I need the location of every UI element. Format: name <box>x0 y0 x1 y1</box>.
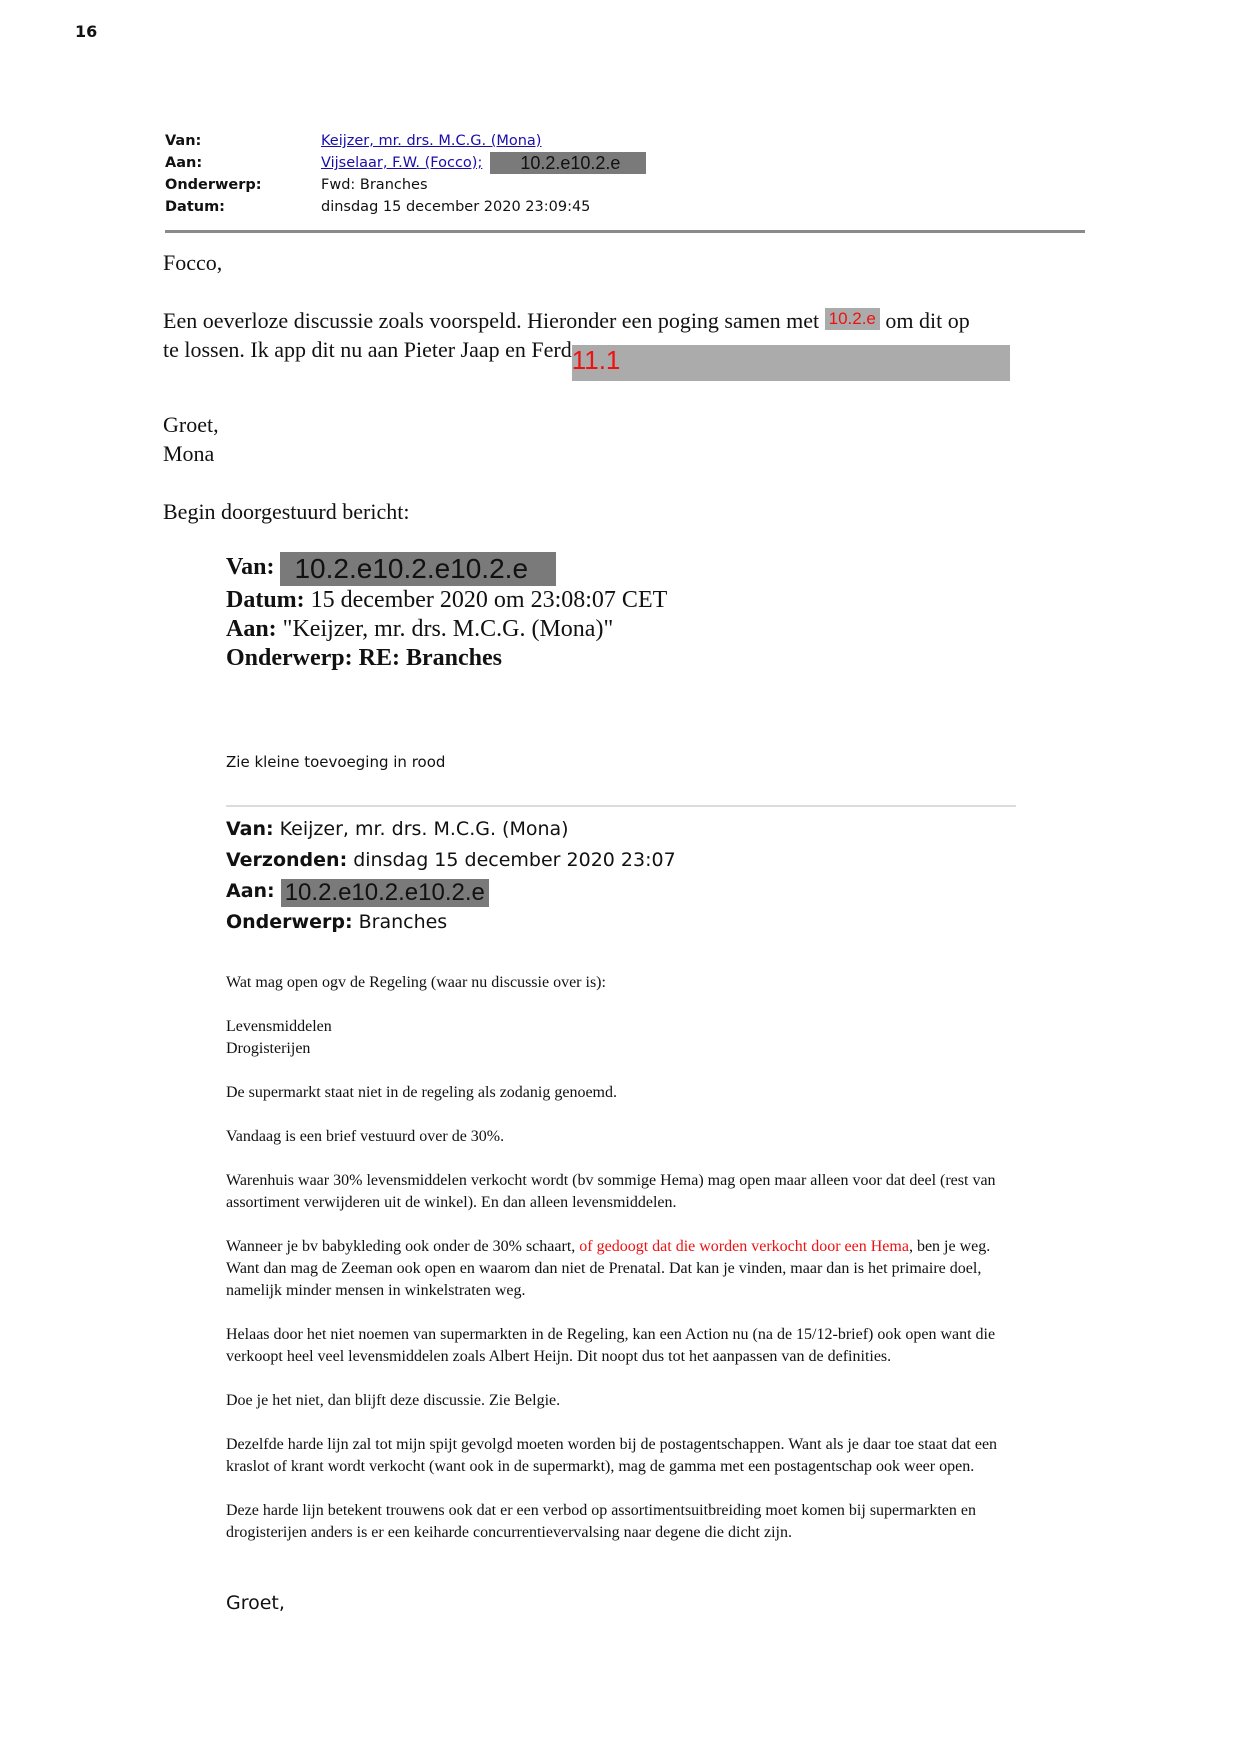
content-paragraph: Dezelfde harde lijn zal tot mijn spijt gevolgd moeten worden bij de postagentschappen. Want als je daar toe staat dat een kraslot of krant wordt verkocht (want ook in de supermarkt), mag de gamma met een postagentschap ook weer open. <box>226 1436 998 1475</box>
orig-to-label: Aan: <box>226 880 275 902</box>
fwd-from-label: Van: <box>226 554 275 580</box>
page-number: 16 <box>75 22 98 41</box>
fwd-subject-value: RE: Branches <box>358 645 502 671</box>
orig-from-row <box>226 814 1026 845</box>
forward-note: Zie kleine toevoeging in rood <box>226 753 446 771</box>
content-paragraph: De supermarkt staat niet in de regeling als zodanig genoemd. <box>226 1084 617 1101</box>
sender-link[interactable]: Keijzer, mr. drs. M.C.G. (Mona) <box>321 133 542 149</box>
fwd-subject-row <box>226 644 1026 673</box>
orig-to-row <box>226 876 1026 907</box>
content-paragraph: Warenhuis waar 30% levensmiddelen verkocht wordt (bv sommige Hema) mag open maar alleen voor dat deel (rest van assortiment verwijderen uit de winkel). En dan alleen levensmiddelen. <box>226 1172 996 1211</box>
orig-sent-value: dinsdag 15 december 2020 23:07 <box>353 849 676 871</box>
redaction-box: 10.2.e10.2.e <box>490 152 646 174</box>
body-line-2: te lossen. Ik app dit nu aan Pieter Jaap en Ferd <box>163 337 572 362</box>
fwd-to-label: Aan: <box>226 616 277 642</box>
header-subject-label: Onderwerp: <box>165 177 262 193</box>
fwd-to-row <box>226 615 1026 644</box>
message-content <box>226 972 1026 1566</box>
body-line-1: Een oeverloze discussie zoals voorspeld. Hieronder een poging samen met <box>163 308 820 333</box>
header-from-row <box>165 130 1085 152</box>
header-from-label: Van: <box>165 133 202 149</box>
original-header <box>226 814 1026 938</box>
signoff-greeting: Groet, <box>163 412 219 437</box>
fwd-to-value: "Keijzer, mr. drs. M.C.G. (Mona)" <box>282 616 614 642</box>
orig-sent-row <box>226 845 1026 876</box>
list-item: Drogisterijen <box>226 1040 311 1057</box>
greeting: Focco, <box>163 250 223 275</box>
red-addition: of gedoogt dat die worden verkocht door een Hema <box>579 1238 909 1255</box>
email-header <box>165 130 1085 218</box>
email-body <box>163 248 1088 526</box>
redaction-box: 10.2.e <box>825 308 880 330</box>
orig-from-label: Van: <box>226 818 274 840</box>
header-date-value: dinsdag 15 december 2020 23:09:45 <box>321 199 591 215</box>
header-date-label: Datum: <box>165 199 225 215</box>
header-subject-value: Fwd: Branches <box>321 177 428 193</box>
fwd-date-label: Datum: <box>226 587 305 613</box>
header-to-label: Aan: <box>165 155 203 171</box>
header-to-row <box>165 152 1085 174</box>
redaction-box: 10.2.e10.2.e10.2.e <box>280 552 556 586</box>
body-line-1-end: om dit op <box>885 308 970 333</box>
fwd-subject-label: Onderwerp: <box>226 645 353 671</box>
fwd-from-row <box>226 552 1026 586</box>
header-date-row <box>165 196 1085 218</box>
orig-sent-label: Verzonden: <box>226 849 348 871</box>
header-divider <box>165 230 1085 233</box>
content-paragraph: Deze harde lijn betekent trouwens ook dat er een verbod op assortimentsuitbreiding moet komen bij supermarkten en drogisterijen anders is er een keiharde concurrentievervalsing naar degene die dicht zijn. <box>226 1502 976 1541</box>
text-segment: , ben je weg. Want dan mag de Zeeman ook open en waarom dan niet de Prenatal. Dat kan je vinden, maar dan is het primaire doel, namelijk minder mensen in winkelstraten weg. <box>226 1238 991 1299</box>
fwd-date-row <box>226 586 1026 615</box>
orig-from-value: Keijzer, mr. drs. M.C.G. (Mona) <box>279 818 569 840</box>
header-subject-row <box>165 174 1085 196</box>
fwd-date-value: 15 december 2020 om 23:08:07 CET <box>310 587 668 613</box>
message-divider <box>226 805 1016 807</box>
orig-subject-label: Onderwerp: <box>226 911 353 933</box>
forwarded-header <box>226 552 1026 673</box>
closing-greeting: Groet, <box>226 1592 285 1614</box>
signoff-name: Mona <box>163 441 215 466</box>
content-paragraph <box>226 1236 1026 1302</box>
orig-subject-row <box>226 907 1026 938</box>
content-paragraph: Helaas door het niet noemen van supermarkten in de Regeling, kan een Action nu (na de 15/12-brief) ook open want die verkoopt heel veel levensmiddelen zoals Albert Heijn. Dit noopt dus tot het aanpassen van de definities. <box>226 1326 996 1365</box>
orig-subject-value: Branches <box>358 911 448 933</box>
forward-intro: Begin doorgestuurd bericht: <box>163 499 410 524</box>
recipient-link[interactable]: Vijselaar, F.W. (Focco); <box>321 155 483 171</box>
list-item: Levensmiddelen <box>226 1018 332 1035</box>
body-paragraph <box>163 306 1088 381</box>
content-paragraph: Vandaag is een brief vestuurd over de 30%. <box>226 1128 505 1145</box>
redaction-box: 11.1 <box>572 345 1010 381</box>
content-paragraph <box>226 1016 1026 1060</box>
content-paragraph: Doe je het niet, dan blijft deze discussie. Zie Belgie. <box>226 1392 561 1409</box>
redaction-box: 10.2.e10.2.e10.2.e <box>281 879 489 907</box>
text-segment: Wanneer je bv babykleding ook onder de 30% schaart, <box>226 1238 580 1255</box>
content-paragraph: Wat mag open ogv de Regeling (waar nu discussie over is): <box>226 974 606 991</box>
